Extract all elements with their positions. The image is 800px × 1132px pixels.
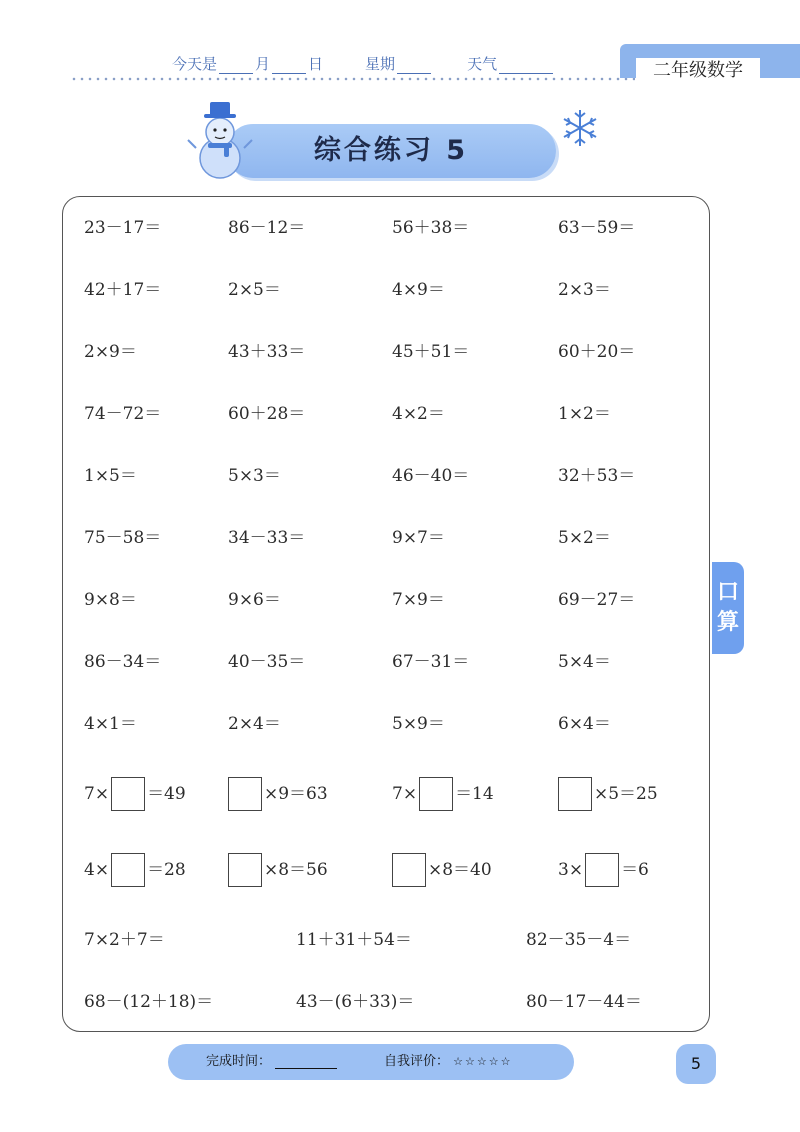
self-evaluation-label: 自我评价： [384,1054,450,1069]
weather-label: 天气 [467,55,498,73]
month-label: 月 [255,55,271,73]
answer-box[interactable] [392,853,426,887]
problem: 63－59＝ [558,218,636,238]
missing-factor-problem [558,776,658,812]
oral-calc-tab [712,562,744,654]
answer-box[interactable] [558,777,592,811]
side-tab-char-1: 口 [716,580,739,605]
problem: 42＋17＝ [84,280,162,300]
answer-box[interactable] [228,777,262,811]
missing-factor-problem [558,852,649,888]
problem-prefix: 4× [84,860,110,880]
problem-suffix: ＝6 [621,860,649,880]
rating-stars: ☆☆☆☆☆ [453,1055,513,1068]
weekday-label: 星期 [365,55,396,73]
answer-box[interactable] [585,853,619,887]
missing-factor-problem [228,852,328,888]
weekday-blank [397,57,431,74]
problem: 2×5＝ [228,280,281,300]
problem: 86－12＝ [228,218,306,238]
grade-label: 二年级数学 [636,58,760,84]
problem: 60＋20＝ [558,342,636,362]
side-tab-char-2: 算 [716,610,739,635]
problem-prefix: 3× [558,860,584,880]
problem: 2×4＝ [228,714,281,734]
problem: 4×2＝ [392,404,445,424]
problem: 5×3＝ [228,466,281,486]
dotted-divider [70,77,635,81]
missing-factor-problem [228,776,328,812]
problem: 46－40＝ [392,466,470,486]
problem: 9×7＝ [392,528,445,548]
problem: 2×9＝ [84,342,137,362]
problem-suffix: ×5＝25 [594,784,658,804]
day-blank [272,57,306,74]
problem: 9×6＝ [228,590,281,610]
problem: 6×4＝ [558,714,611,734]
problem: 1×2＝ [558,404,611,424]
problem: 23－17＝ [84,218,162,238]
answer-box[interactable] [419,777,453,811]
problem-suffix: ×8＝40 [428,860,492,880]
date-weather-line [172,48,555,74]
problem-suffix: ×9＝63 [264,784,328,804]
problem: 60＋28＝ [228,404,306,424]
missing-factor-problem [392,852,492,888]
problem: 34－33＝ [228,528,306,548]
day-label: 日 [308,55,324,73]
page-title: 综合练习 5 [313,135,469,166]
problem: 67－31＝ [392,652,470,672]
completion-time-blank [275,1054,337,1069]
answer-box[interactable] [111,853,145,887]
problem-suffix: ＝28 [147,860,186,880]
problem: 32＋53＝ [558,466,636,486]
answer-box[interactable] [228,853,262,887]
problem: 7×9＝ [392,590,445,610]
problem: 5×2＝ [558,528,611,548]
today-label: 今天是 [172,55,218,73]
mixed-problem: 11＋31＋54＝ [296,930,412,950]
snowflake-icon [560,108,600,148]
problem: 74－72＝ [84,404,162,424]
month-blank [219,57,253,74]
snowman-icon [186,100,254,180]
problem: 45＋51＝ [392,342,470,362]
problem-suffix: ＝14 [455,784,494,804]
problem: 5×4＝ [558,652,611,672]
problem: 69－27＝ [558,590,636,610]
completion-time-label: 完成时间： [206,1054,272,1069]
problem: 5×9＝ [392,714,445,734]
problem: 43＋33＝ [228,342,306,362]
mixed-problem: 7×2＋7＝ [84,930,165,950]
problem: 1×5＝ [84,466,137,486]
self-evaluation [384,1050,512,1074]
missing-factor-problem [392,776,494,812]
problem: 2×3＝ [558,280,611,300]
problem-suffix: ×8＝56 [264,860,328,880]
completion-time [206,1050,337,1074]
mixed-problem: 82－35－4＝ [526,930,632,950]
weather-blank [499,57,553,74]
mixed-problem: 80－17－44＝ [526,992,642,1012]
problem: 4×1＝ [84,714,137,734]
problem: 56＋38＝ [392,218,470,238]
problem: 9×8＝ [84,590,137,610]
missing-factor-problem [84,776,186,812]
page-number: 5 [676,1044,716,1084]
problem-prefix: 7× [392,784,418,804]
problem: 86－34＝ [84,652,162,672]
mixed-problem: 68－(12＋18)＝ [84,992,214,1012]
answer-box[interactable] [111,777,145,811]
problem-suffix: ＝49 [147,784,186,804]
problem-prefix: 7× [84,784,110,804]
missing-factor-problem [84,852,186,888]
problem: 4×9＝ [392,280,445,300]
problem: 75－58＝ [84,528,162,548]
mixed-problem: 43－(6＋33)＝ [296,992,415,1012]
problem: 40－35＝ [228,652,306,672]
